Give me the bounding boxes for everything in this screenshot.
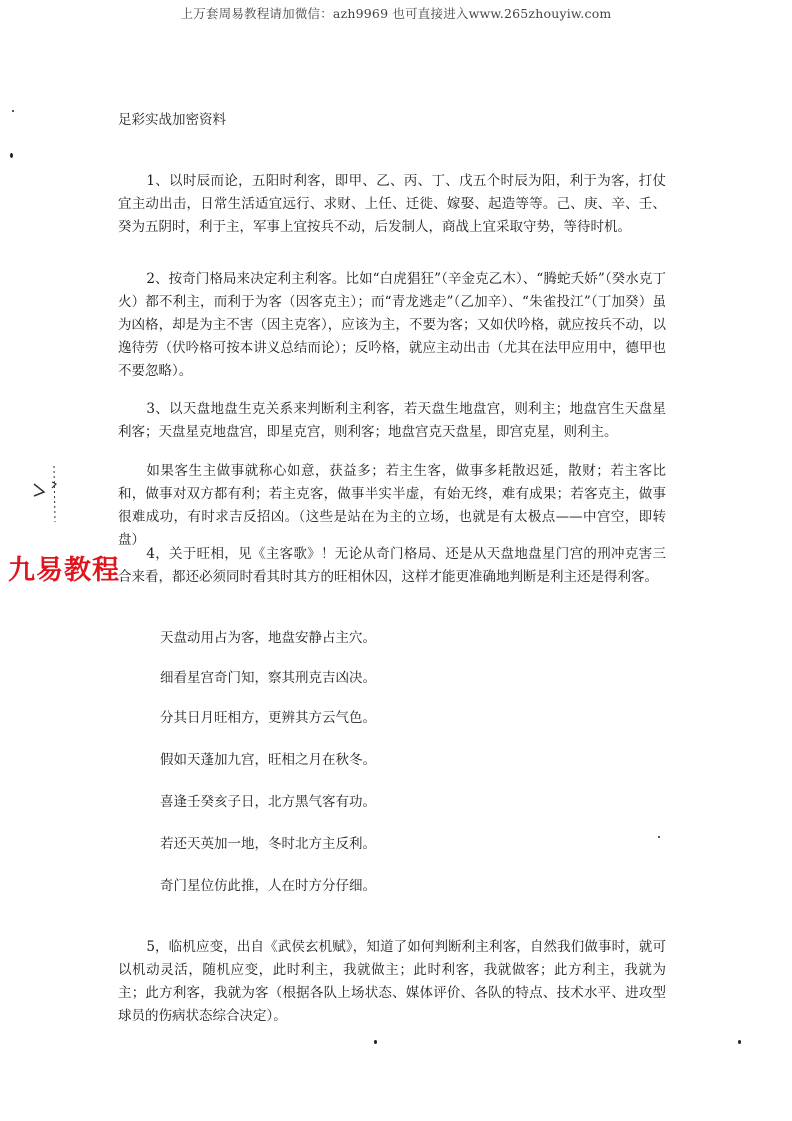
paragraph-1: 1、以时辰而论，五阳时利客，即甲、乙、丙、丁、戊五个时辰为阳，利于为客，打仗宜主动出击，日常生活适宜远行、求财、上任、迁徙、嫁娶、起造等等。己、庚、辛、壬、癸为五阴时，利于主，军事上宜按兵不动，后发制人，商战上宜采取守势，等待时机。 — [118, 173, 666, 235]
verse-line: 喜逢壬癸亥子日，北方黑气客有功。 — [160, 794, 376, 810]
watermark-logo: 九易教程 — [8, 555, 120, 586]
paragraph-5: 4，关于旺相，见《主客歌》！无论从奇门格局、还是从天盘地盘星门宫的刑冲克害三合来看，都还必须同时看其时其方的旺相休囚，这样才能更准确地判断是利主还是得利客。 — [118, 546, 666, 585]
verse-line: 天盘动用占为客，地盘安静占主穴。 — [160, 630, 376, 646]
paragraph-6: 5，临机应变，出自《武侯玄机赋》，知道了如何判断利主利客，自然我们做事时，就可以机动灵活，随机应变，此时利主，我就做主；此时利客，我就做客；此方利主，我就为主；此方利客，我就为客（根据各队上场状态、媒体评价、各队的特点、技术水平、进攻型球员的伤病状态综合决定）。 — [118, 939, 666, 1024]
verse-line: 细看星宫奇门知，察其刑克吉凶决。 — [160, 670, 376, 686]
verse-line: 若还天英加一地，冬时北方主反利。 — [160, 836, 376, 852]
paragraph-4: 如果客生主做事就称心如意，获益多；若主生客，做事多耗散迟延，散财；若主客比和，做事对双方都有利；若主克客，做事半实半虚，有始无终，难有成果；若客克主，做事很难成功，有时求吉反招凶。（这些是站在为主的立场，也就是有太极点——中宫空，即转盘） — [118, 463, 666, 548]
paragraph-3: 3、以天盘地盘生克关系来判断利主利客，若天盘生地盘宫，则利主；地盘宫生天盘星利客；天盘星克地盘宫，即星克宫，则利客；地盘宫克天盘星，即宫克星，则利主。 — [118, 401, 666, 440]
scan-speck — [374, 1040, 377, 1044]
verse-line: 假如天蓬加九宫，旺相之月在秋冬。 — [160, 752, 376, 768]
scan-speck — [12, 110, 14, 112]
verse-line: 奇门星位仿此推，人在时方分仔细。 — [160, 878, 376, 894]
paragraph-2: 2、按奇门格局来决定利主利客。比如“白虎猖狂”（辛金克乙木）、“腾蛇夭娇”（癸水克丁火）都不利主，而利于为客（因客克主）；而“青龙逃走”（乙加辛）、“朱雀投江”（丁加癸）虽为凶格，却是为主不害（因主克客），应该为主，不要为客；又如伏吟格，就应按兵不动，以逸待劳（伏吟格可按本讲义总结而论）；反吟格，就应主动出击（尤其在法甲应用中，德甲也不要忽略）。 — [118, 271, 666, 379]
scan-mark-icon — [28, 462, 68, 532]
scan-speck — [10, 153, 13, 158]
verse-line: 分其日月旺相方，更辨其方云气色。 — [160, 710, 376, 726]
header-banner: 上万套周易教程请加微信：azh9969 也可直接进入www.265zhouyiw.com — [180, 6, 612, 21]
scan-speck — [658, 836, 660, 838]
scan-speck — [738, 1040, 741, 1044]
document-title: 足彩实战加密资料 — [118, 112, 226, 128]
